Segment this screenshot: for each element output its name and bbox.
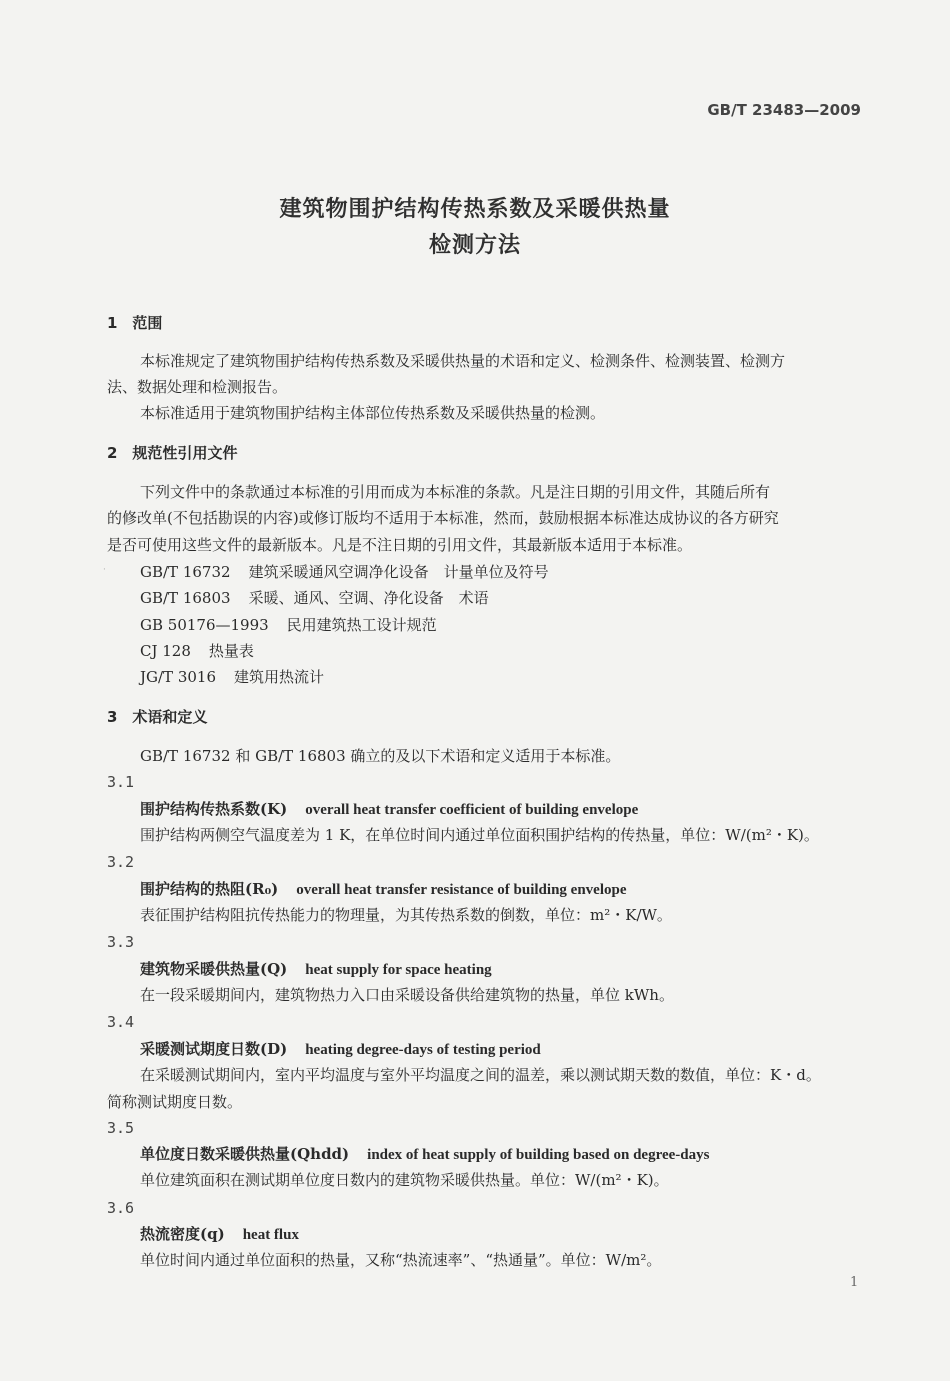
clause-number: 3.6	[107, 1199, 135, 1217]
term-heading	[140, 959, 492, 980]
term-heading	[140, 879, 626, 900]
section-1-heading: 1 范围	[107, 314, 163, 332]
term-definition: 单位建筑面积在测试期单位度日数内的建筑物采暖供热量。单位：W/(m²・K)。	[140, 1171, 669, 1189]
document-title-line1: 建筑物围护结构传热系数及采暖供热量	[279, 197, 671, 222]
term-chinese: 建筑物采暖供热量(Q)	[140, 960, 288, 978]
reference-code: GB/T 16803	[140, 589, 231, 607]
section-2-paragraph: 下列文件中的条款通过本标准的引用而成为本标准的条款。凡是注日期的引用文件，其随后所有	[140, 483, 771, 501]
reference-title: 热量表	[208, 642, 254, 660]
page-number: 1	[850, 1275, 859, 1290]
term-english: index of heat supply of building based on degree-days	[367, 1147, 710, 1163]
term-definition: 在采暖测试期间内，室内平均温度与室外平均温度之间的温差，乘以测试期天数的数值，单位：K・d。	[140, 1066, 821, 1084]
reference-code: JG/T 3016	[140, 668, 216, 686]
clause-number: 3.1	[107, 773, 135, 791]
term-definition: 在一段采暖期间内，建筑物热力入口由采暖设备供给建筑物的热量，单位 kWh。	[140, 986, 674, 1004]
term-chinese: 围护结构的热阻(R₀)	[140, 880, 279, 898]
term-chinese: 单位度日数采暖供热量(Qhdd)	[140, 1145, 350, 1163]
term-english: heating degree-days of testing period	[305, 1042, 541, 1058]
reference-item	[140, 615, 437, 635]
reference-item	[140, 667, 324, 687]
term-definition: 单位时间内通过单位面积的热量，又称“热流速率”、“热通量”。单位：W/m²。	[140, 1251, 662, 1269]
term-definition-cont: 简称测试期度日数。	[107, 1093, 243, 1111]
section-1-paragraph-2: 本标准适用于建筑物围护结构主体部位传热系数及采暖供热量的检测。	[140, 404, 606, 422]
term-chinese: 围护结构传热系数(K)	[140, 800, 288, 818]
standard-number: GB/T 23483—2009	[707, 101, 861, 119]
reference-title: 建筑用热流计	[234, 668, 325, 686]
term-heading	[140, 1039, 541, 1060]
reference-item	[140, 588, 489, 608]
section-3-intro: GB/T 16732 和 GB/T 16803 确立的及以下术语和定义适用于本标准。	[140, 747, 621, 765]
reference-title: 采暖、通风、空调、净化设备 术语	[248, 589, 489, 607]
term-heading	[140, 1144, 709, 1165]
clause-number: 3.3	[107, 933, 135, 951]
term-chinese: 热流密度(q)	[140, 1225, 225, 1243]
document-title-line2: 检测方法	[428, 233, 521, 258]
scan-mark: ·	[103, 565, 106, 575]
term-english: heat supply for space heating	[305, 962, 492, 978]
reference-code: GB 50176—1993	[140, 616, 269, 634]
reference-item	[140, 562, 549, 582]
term-english: heat flux	[242, 1227, 299, 1243]
term-definition: 表征围护结构阻抗传热能力的物理量，为其传热系数的倒数，单位：m²・K/W。	[140, 906, 672, 924]
section-1-paragraph-1: 本标准规定了建筑物围护结构传热系数及采暖供热量的术语和定义、检测条件、检测装置、检测方	[140, 352, 786, 370]
reference-item	[140, 641, 254, 661]
term-english: overall heat transfer coefficient of building envelope	[305, 802, 639, 818]
section-2-paragraph-cont-1: 的修改单(不包括勘误的内容)或修订版均不适用于本标准，然而，鼓励根据本标准达成协议的各方研究	[107, 509, 779, 527]
section-2-paragraph-cont-2: 是否可使用这些文件的最新版本。凡是不注日期的引用文件，其最新版本适用于本标准。	[107, 536, 693, 554]
term-definition: 围护结构两侧空气温度差为 1 K，在单位时间内通过单位面积围护结构的传热量，单位：W/(m²・K)。	[140, 826, 819, 844]
reference-title: 建筑采暖通风空调净化设备 计量单位及符号	[248, 563, 549, 581]
clause-number: 3.5	[107, 1119, 135, 1137]
section-2-heading: 2 规范性引用文件	[107, 444, 238, 462]
term-english: overall heat transfer resistance of building envelope	[296, 882, 627, 898]
section-1-paragraph-1-cont: 法、数据处理和检测报告。	[107, 378, 288, 396]
term-heading	[140, 1224, 299, 1245]
clause-number: 3.2	[107, 853, 135, 871]
term-heading	[140, 799, 638, 820]
reference-code: GB/T 16732	[140, 563, 231, 581]
term-chinese: 采暖测试期度日数(D)	[140, 1040, 288, 1058]
reference-code: CJ 128	[140, 642, 191, 660]
reference-title: 民用建筑热工设计规范	[286, 616, 437, 634]
section-3-heading: 3 术语和定义	[107, 708, 208, 726]
clause-number: 3.4	[107, 1013, 135, 1031]
